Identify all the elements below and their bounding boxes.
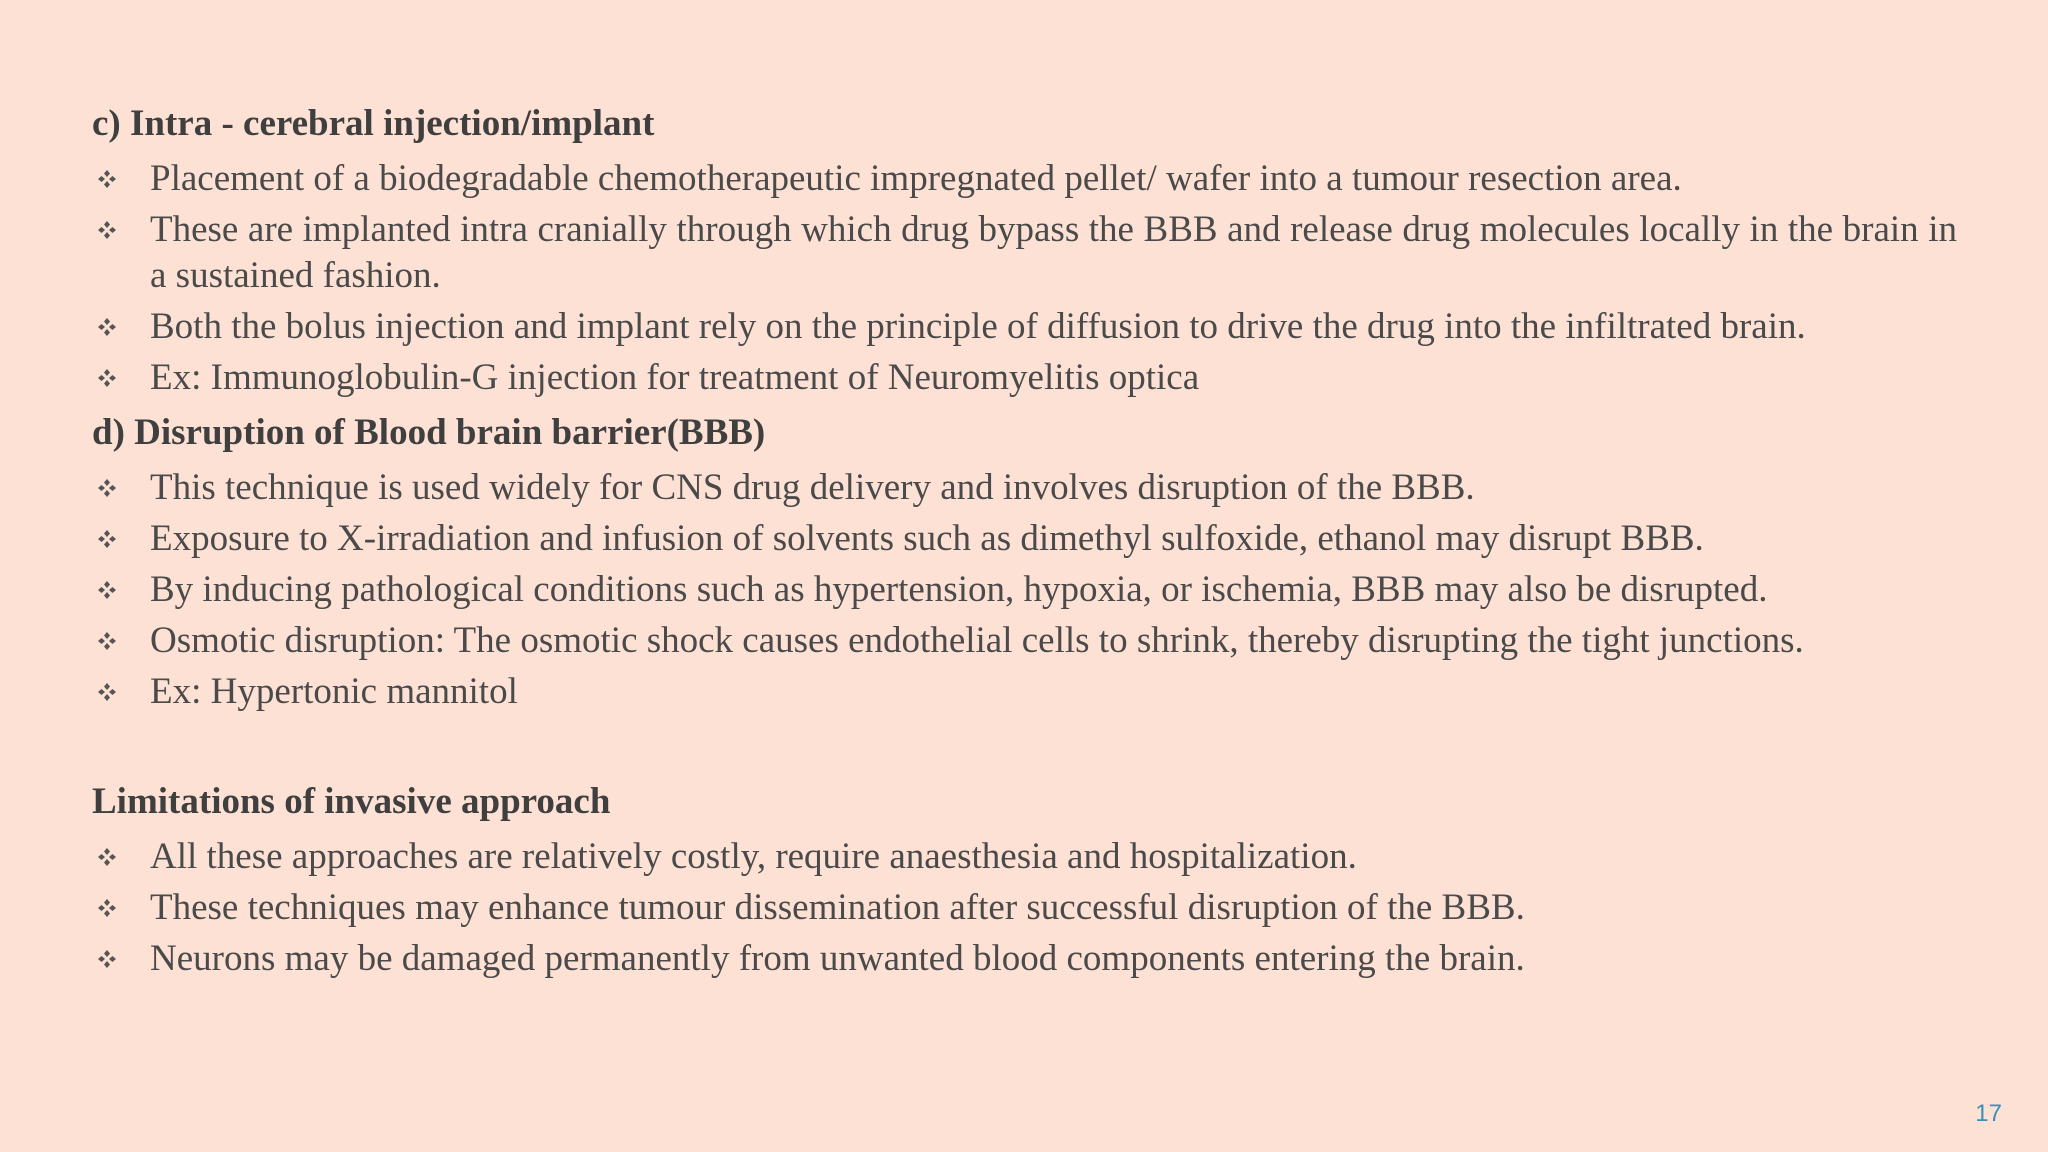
- list-item: [92, 304, 1957, 350]
- bullet-text: These are implanted intra cranially through which drug bypass the BBB and release drug molecules locally in the brain in a sustained fashion.: [150, 209, 1957, 296]
- four-diamond-bullet-icon: [97, 949, 117, 969]
- bullet-list-bbb-disruption: [92, 465, 1957, 715]
- four-diamond-bullet-icon: [97, 220, 117, 240]
- bullet-text: All these approaches are relatively costly, require anaesthesia and hospitalization.: [150, 836, 1357, 877]
- bullet-text: Neurons may be damaged permanently from unwanted blood components entering the brain.: [150, 938, 1525, 979]
- list-item: [92, 207, 1957, 299]
- bullet-list-intra-cerebral: [92, 156, 1957, 401]
- bullet-text: Exposure to X-irradiation and infusion of solvents such as dimethyl sulfoxide, ethanol may disrupt BBB.: [150, 518, 1704, 559]
- bullet-text: These techniques may enhance tumour dissemination after successful disruption of the BBB.: [150, 887, 1525, 928]
- four-diamond-bullet-icon: [97, 529, 117, 549]
- list-item: [92, 936, 1957, 982]
- bullet-text: Placement of a biodegradable chemotherapeutic impregnated pellet/ wafer into a tumour resection area.: [150, 158, 1682, 199]
- bullet-text: Both the bolus injection and implant rely on the principle of diffusion to drive the drug into the infiltrated brain.: [150, 306, 1806, 347]
- bullet-text: This technique is used widely for CNS drug delivery and involves disruption of the BBB.: [150, 467, 1475, 508]
- list-item: [92, 465, 1957, 511]
- section-heading-limitations: Limitations of invasive approach: [92, 781, 611, 822]
- bullet-text: Osmotic disruption: The osmotic shock causes endothelial cells to shrink, thereby disrupting the tight junctions.: [150, 620, 1804, 661]
- list-item: [92, 669, 1957, 715]
- bullet-text: Ex: Immunoglobulin-G injection for treatment of Neuromyelitis optica: [150, 357, 1200, 398]
- four-diamond-bullet-icon: [97, 682, 117, 702]
- bullet-text: Ex: Hypertonic mannitol: [150, 671, 518, 712]
- list-item: [92, 567, 1957, 613]
- four-diamond-bullet-icon: [97, 847, 117, 867]
- page-number: 17: [1975, 1100, 2002, 1127]
- four-diamond-bullet-icon: [97, 317, 117, 337]
- list-item: [92, 355, 1957, 401]
- section-heading-bbb-disruption: d) Disruption of Blood brain barrier(BBB): [92, 412, 766, 453]
- section-spacer: [92, 719, 1957, 774]
- four-diamond-bullet-icon: [97, 368, 117, 388]
- list-item: [92, 156, 1957, 202]
- four-diamond-bullet-icon: [97, 898, 117, 918]
- bullet-text: By inducing pathological conditions such as hypertension, hypoxia, or ischemia, BBB may also be disrupted.: [150, 569, 1768, 610]
- list-item: [92, 834, 1957, 880]
- four-diamond-bullet-icon: [97, 169, 117, 189]
- four-diamond-bullet-icon: [97, 631, 117, 651]
- four-diamond-bullet-icon: [97, 478, 117, 498]
- list-item: [92, 885, 1957, 931]
- section-heading-intra-cerebral: c) Intra - cerebral injection/implant: [92, 103, 655, 144]
- slide-content: [92, 96, 1957, 986]
- list-item: [92, 618, 1957, 664]
- list-item: [92, 516, 1957, 562]
- four-diamond-bullet-icon: [97, 580, 117, 600]
- bullet-list-limitations: [92, 834, 1957, 982]
